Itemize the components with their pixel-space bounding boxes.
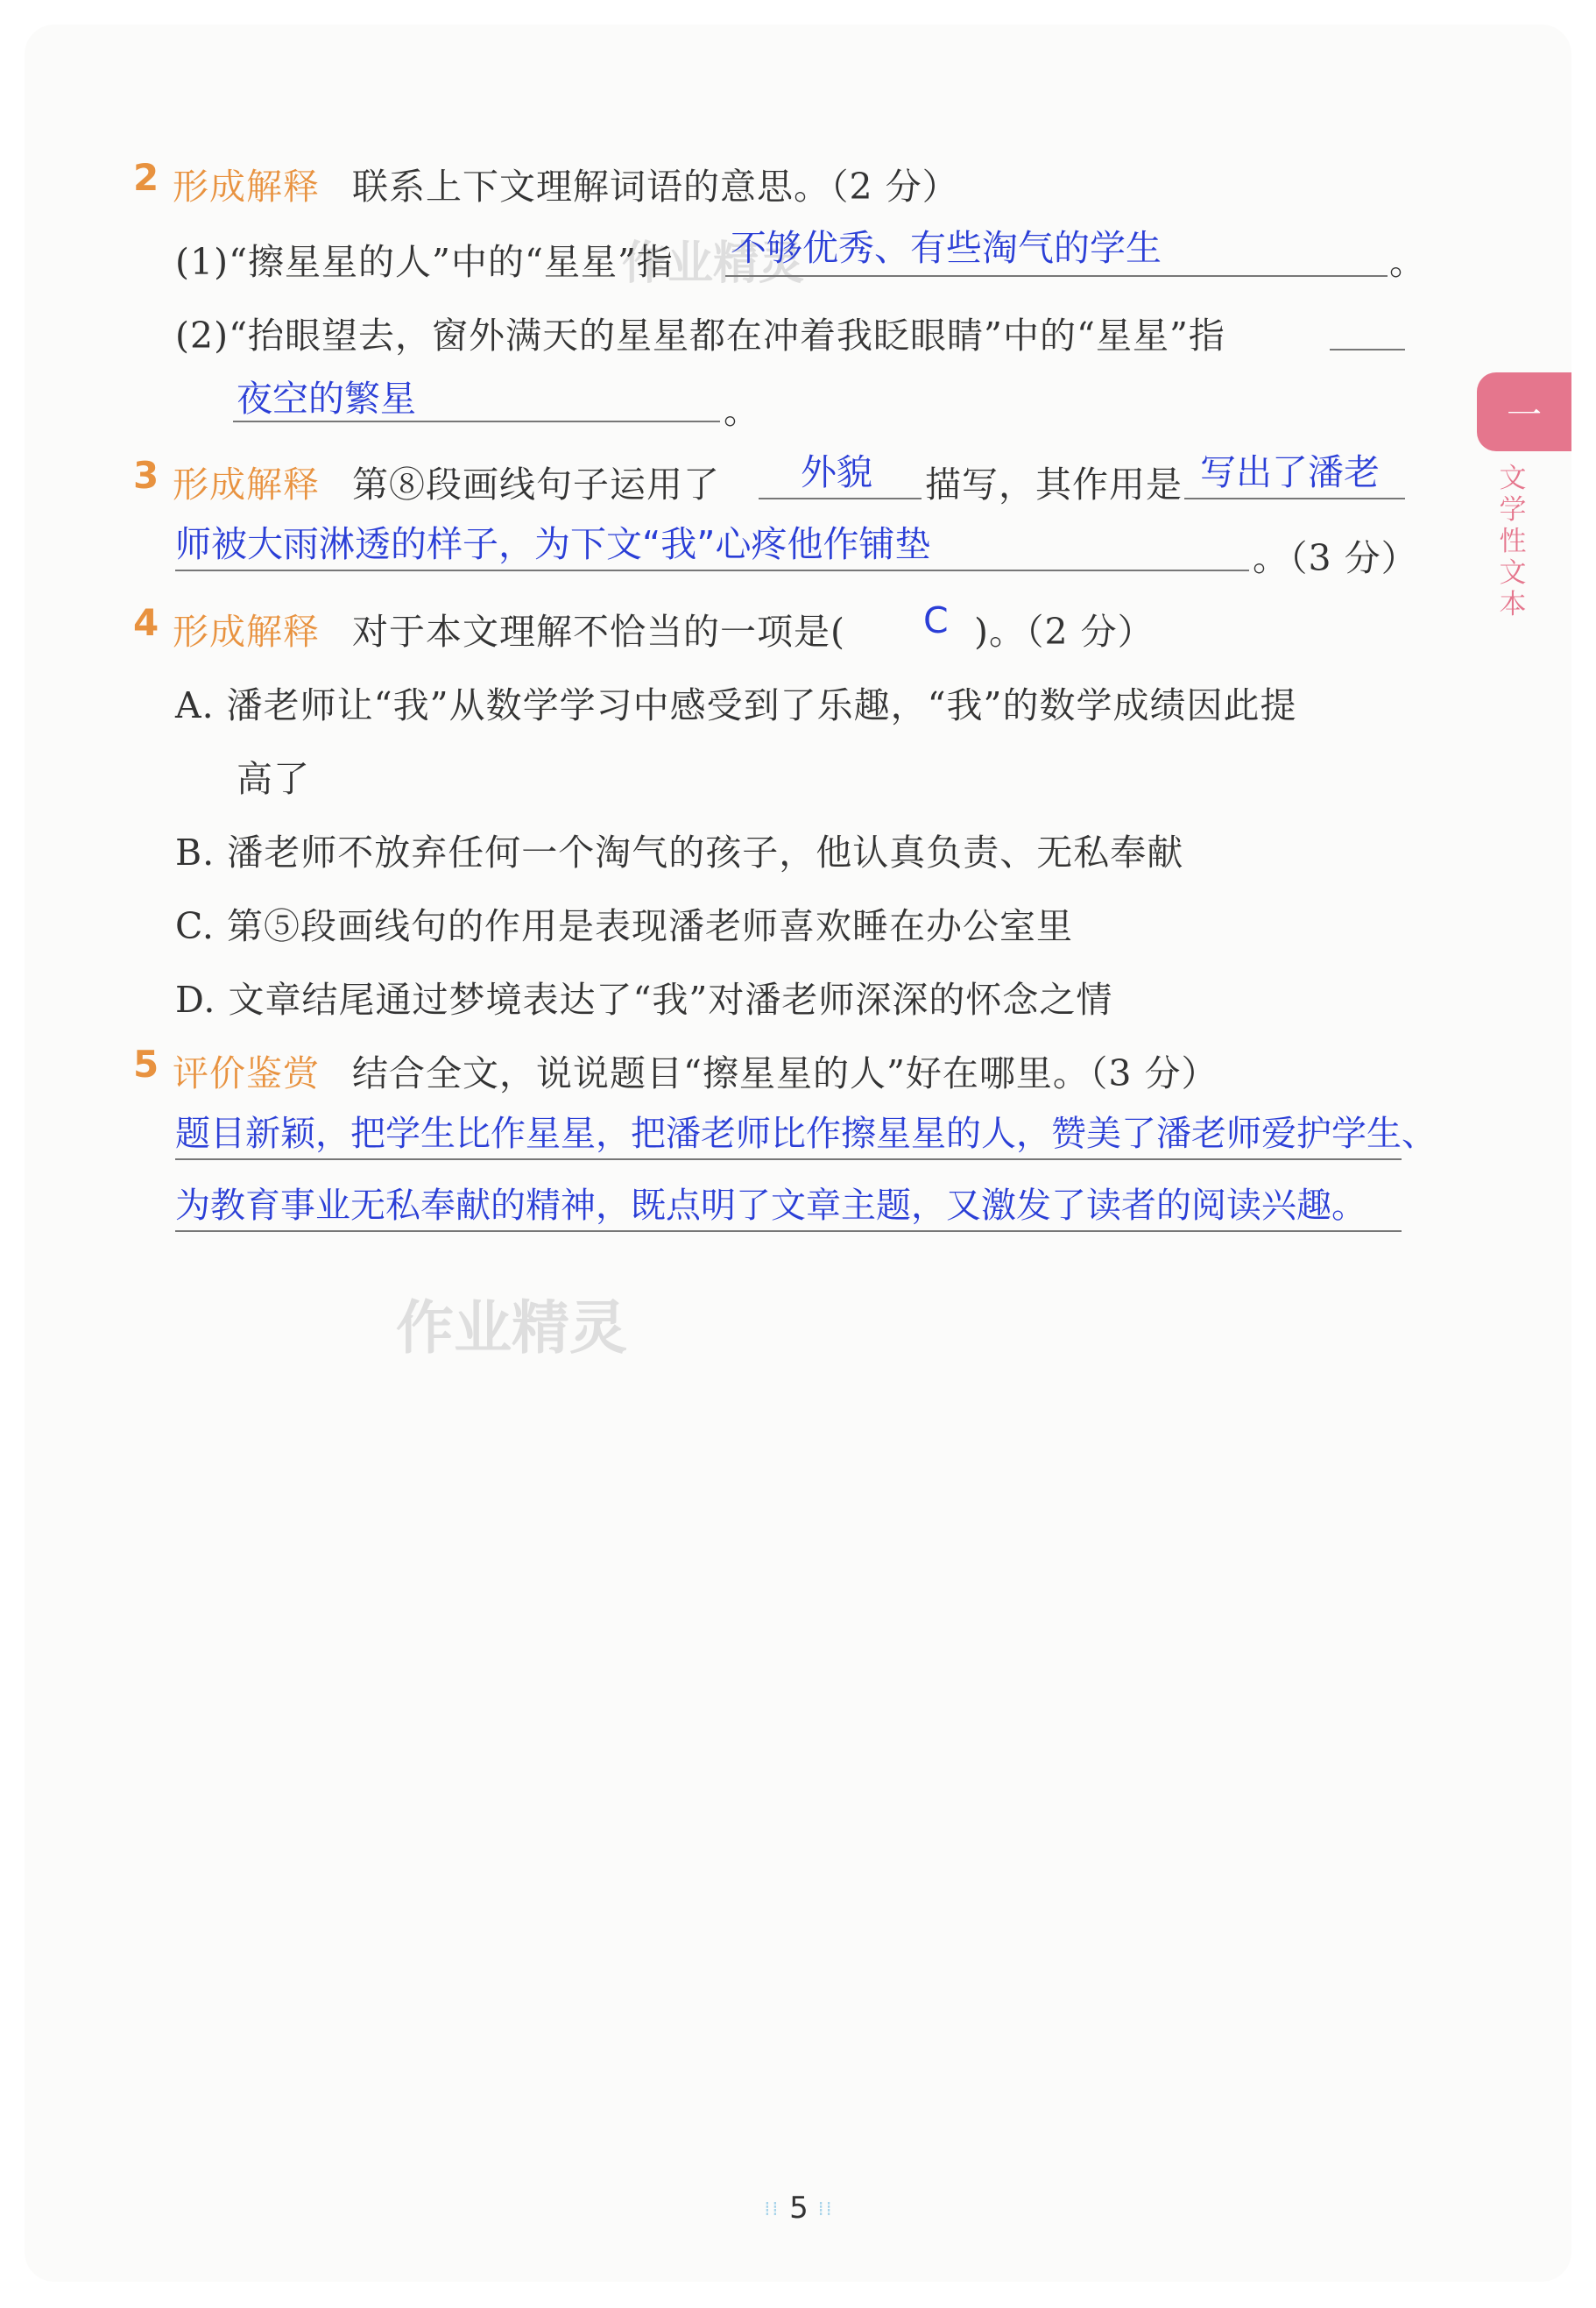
question-prompt: 联系上下文理解词语的意思。（2 分） bbox=[352, 166, 959, 208]
chapter-tab bbox=[1477, 372, 1571, 451]
handwritten-answer: 写出了潘老 bbox=[1200, 451, 1380, 493]
option-a: A. 潘老师让“我”从数学学习中感受到了乐趣，“我”的数学成绩因此提 bbox=[175, 684, 1297, 726]
answer-line bbox=[1330, 349, 1405, 350]
option-c: C. 第⑤段画线句的作用是表现潘老师喜欢睡在办公室里 bbox=[175, 905, 1073, 947]
question-points: 。（3 分） bbox=[1253, 537, 1418, 579]
chapter-caption: 文学性文本 bbox=[1499, 463, 1527, 620]
page-number bbox=[755, 2191, 843, 2226]
question-number: 3 bbox=[133, 454, 159, 497]
watermark-top: 作业精灵 bbox=[622, 237, 805, 290]
handwritten-answer: 外貌 bbox=[801, 451, 872, 493]
watermark-middle: 作业精灵 bbox=[396, 1294, 627, 1362]
question-prompt: 第⑧段画线句子运用了 bbox=[352, 464, 720, 506]
answer-line bbox=[175, 1158, 1402, 1160]
option-b: B. 潘老师不放弃任何一个淘气的孩子，他认真负责、无私奉献 bbox=[175, 832, 1184, 874]
question-number: 2 bbox=[133, 156, 159, 199]
question-type-label: 形成解释 bbox=[173, 611, 320, 653]
answer-line bbox=[1184, 498, 1405, 499]
answer-line bbox=[759, 498, 922, 499]
handwritten-answer: 夜空的繁星 bbox=[237, 378, 416, 420]
option-d: D. 文章结尾通过梦境表达了“我”对潘老师深深的怀念之情 bbox=[175, 979, 1113, 1021]
answer-line bbox=[175, 570, 1249, 571]
question-points: )。（2 分） bbox=[974, 611, 1155, 653]
answer-line bbox=[725, 275, 1388, 277]
page-number-decoration-left: ⁞⁞ bbox=[764, 2198, 780, 2220]
question-type-label: 形成解释 bbox=[173, 166, 320, 208]
handwritten-answer-continued: 师被大雨淋透的样子，为下文“我”心疼他作铺垫 bbox=[175, 523, 931, 565]
page-number-value: 5 bbox=[789, 2191, 809, 2226]
sub-question-1-end: 。 bbox=[1389, 241, 1426, 283]
sub-question-2: (2)“抬眼望去，窗外满天的星星都在冲着我眨眼睛”中的“星星”指 bbox=[175, 315, 1225, 357]
handwritten-answer-line-2: 为教育事业无私奉献的精神，既点明了文章主题，又激发了读者的阅读兴趣。 bbox=[175, 1186, 1366, 1226]
question-number: 4 bbox=[133, 601, 159, 644]
answer-line bbox=[175, 1230, 1402, 1232]
option-a-continued: 高了 bbox=[237, 758, 310, 800]
question-number: 5 bbox=[133, 1043, 159, 1086]
question-prompt: 对于本文理解不恰当的一项是( bbox=[352, 611, 845, 653]
sub-question-2-end: 。 bbox=[724, 390, 760, 432]
question-prompt-continued: 描写，其作用是 bbox=[925, 464, 1183, 506]
handwritten-answer: 不够优秀、有些淘气的学生 bbox=[731, 227, 1162, 269]
question-type-label: 形成解释 bbox=[173, 464, 320, 506]
question-prompt: 结合全文，说说题目“擦星星的人”好在哪里。（3 分） bbox=[352, 1052, 1218, 1094]
sub-question-1: (1)“擦星星的人”中的“星星”指 bbox=[175, 241, 674, 283]
chapter-tab-label: 一 bbox=[1507, 394, 1542, 435]
handwritten-answer-line-1: 题目新颖，把学生比作星星，把潘老师比作擦星星的人，赞美了潘老师爱护学生、 bbox=[175, 1114, 1437, 1154]
handwritten-choice: C bbox=[923, 599, 949, 641]
page-number-decoration-right: ⁞⁞ bbox=[817, 2198, 834, 2220]
question-type-label: 评价鉴赏 bbox=[173, 1052, 320, 1094]
